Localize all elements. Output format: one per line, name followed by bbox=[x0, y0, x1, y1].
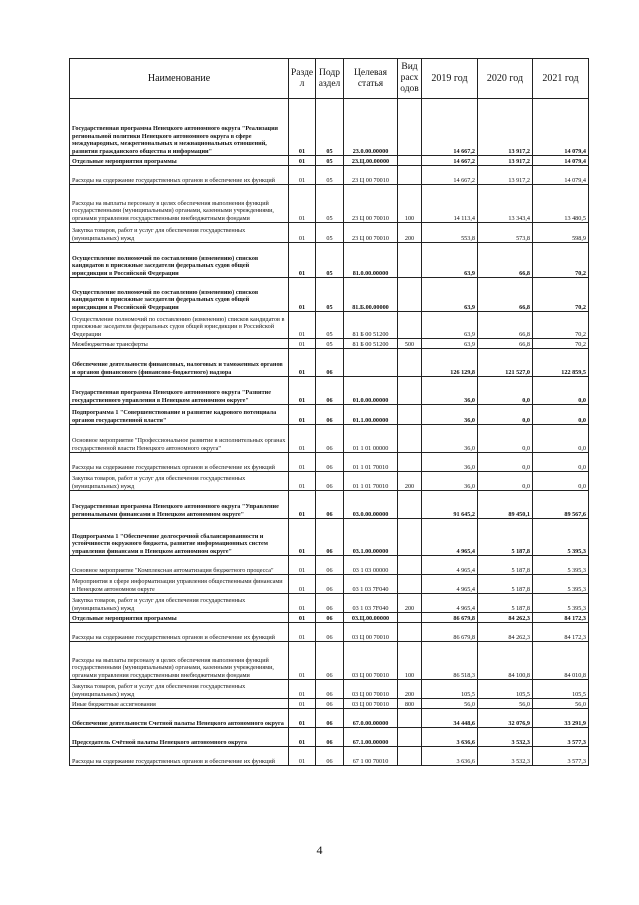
cell-razdel: 01 bbox=[289, 519, 316, 556]
cell-razdel: 01 bbox=[289, 377, 316, 405]
cell-2020: 0,0 bbox=[478, 453, 533, 472]
cell-2021: 70,2 bbox=[533, 339, 589, 349]
cell-2019: 36,0 bbox=[422, 425, 478, 453]
cell-name: Закупка товаров, работ и услуг для обеспечения государственных (муниципальных) нужд bbox=[70, 472, 289, 491]
cell-target: 01 1 01 70010 bbox=[344, 453, 398, 472]
cell-vid bbox=[398, 278, 422, 312]
cell-name: Закупка товаров, работ и услуг для обеспечения государственных (муниципальных) нужд bbox=[70, 594, 289, 613]
cell-podrazdel: 06 bbox=[316, 699, 344, 709]
cell-2020: 13 917,2 bbox=[478, 156, 533, 166]
table-row bbox=[70, 166, 589, 185]
cell-target: 01.0.00.00000 bbox=[344, 377, 398, 405]
table-row bbox=[70, 312, 589, 339]
cell-vid bbox=[398, 99, 422, 156]
table-header-row bbox=[70, 59, 589, 99]
cell-2020: 13 917,2 bbox=[478, 99, 533, 156]
cell-razdel: 01 bbox=[289, 278, 316, 312]
cell-2020: 5 187,8 bbox=[478, 519, 533, 556]
cell-podrazdel: 06 bbox=[316, 642, 344, 680]
cell-podrazdel: 06 bbox=[316, 349, 344, 377]
cell-target: 03 Ц 00 70010 bbox=[344, 680, 398, 699]
cell-2021: 0,0 bbox=[533, 453, 589, 472]
table-row bbox=[70, 642, 589, 680]
cell-name: Расходы на содержание государственных органов и обеспечение их функций bbox=[70, 747, 289, 766]
cell-razdel: 01 bbox=[289, 99, 316, 156]
cell-target: 67.1.00.00000 bbox=[344, 728, 398, 747]
cell-2019: 14 113,4 bbox=[422, 185, 478, 223]
cell-podrazdel: 06 bbox=[316, 594, 344, 613]
cell-podrazdel: 05 bbox=[316, 278, 344, 312]
cell-razdel: 01 bbox=[289, 728, 316, 747]
cell-2019: 3 636,6 bbox=[422, 728, 478, 747]
cell-2019: 14 667,2 bbox=[422, 166, 478, 185]
cell-target: 03 Ц 00 70010 bbox=[344, 699, 398, 709]
cell-2021: 105,5 bbox=[533, 680, 589, 699]
cell-target: 81 Б 00 51200 bbox=[344, 312, 398, 339]
cell-name: Расходы на выплаты персоналу в целях обеспечения выполнения функций государственными (муниципальными) органами, казенными учреждениями, органами управления государственными внебюджетными фондами bbox=[70, 185, 289, 223]
cell-2021: 5 395,3 bbox=[533, 519, 589, 556]
cell-razdel: 01 bbox=[289, 405, 316, 425]
cell-2021: 5 395,3 bbox=[533, 594, 589, 613]
cell-name: Расходы на содержание государственных органов и обеспечение их функций bbox=[70, 623, 289, 642]
cell-name: Расходы на выплаты персоналу в целях обеспечения выполнения функций государственными (муниципальными) органами, казенными учреждениями, органами управления государственными внебюджетными фондами bbox=[70, 642, 289, 680]
header-vid: Вид расх одов bbox=[398, 59, 422, 99]
cell-name: Осуществление полномочий по составлению (изменению) списков кандидатов в присяжные заседатели федеральных судов общей юрисдикции в Российской Федерации bbox=[70, 312, 289, 339]
table-row bbox=[70, 377, 589, 405]
cell-target: 03.Ц.00.00000 bbox=[344, 613, 398, 623]
cell-2021: 14 079,4 bbox=[533, 166, 589, 185]
cell-2021: 598,9 bbox=[533, 223, 589, 243]
cell-podrazdel: 06 bbox=[316, 491, 344, 519]
cell-vid bbox=[398, 613, 422, 623]
cell-target: 03 1 03 00000 bbox=[344, 556, 398, 575]
cell-2021: 14 079,4 bbox=[533, 156, 589, 166]
cell-podrazdel: 06 bbox=[316, 377, 344, 405]
table-row bbox=[70, 728, 589, 747]
cell-name: Подпрограмма 1 "Обеспечение долгосрочной сбалансированности и устойчивости окружного бюджета, развитие информационных систем управления финансами в Ненецком автономном округе" bbox=[70, 519, 289, 556]
cell-2020: 5 187,8 bbox=[478, 575, 533, 594]
cell-vid bbox=[398, 728, 422, 747]
header-2021: 2021 год bbox=[533, 59, 589, 99]
cell-razdel: 01 bbox=[289, 453, 316, 472]
cell-target: 23 Ц 00 70010 bbox=[344, 185, 398, 223]
cell-2019: 105,5 bbox=[422, 680, 478, 699]
cell-razdel: 01 bbox=[289, 185, 316, 223]
cell-2021: 84 010,8 bbox=[533, 642, 589, 680]
cell-2020: 13 917,2 bbox=[478, 166, 533, 185]
cell-2020: 0,0 bbox=[478, 425, 533, 453]
table-row bbox=[70, 185, 589, 223]
cell-2020: 56,0 bbox=[478, 699, 533, 709]
table-row bbox=[70, 747, 589, 766]
table-row bbox=[70, 425, 589, 453]
table-row bbox=[70, 156, 589, 166]
cell-vid bbox=[398, 425, 422, 453]
cell-2019: 126 129,8 bbox=[422, 349, 478, 377]
table-row bbox=[70, 243, 589, 278]
cell-2021: 0,0 bbox=[533, 472, 589, 491]
cell-target: 03 1 03 7F040 bbox=[344, 594, 398, 613]
table-row bbox=[70, 556, 589, 575]
cell-razdel: 01 bbox=[289, 594, 316, 613]
cell-name: Мероприятия в сфере информатизации управления общественными финансами в Ненецком автономном округе bbox=[70, 575, 289, 594]
table-row bbox=[70, 519, 589, 556]
table-row bbox=[70, 699, 589, 709]
cell-vid: 500 bbox=[398, 339, 422, 349]
cell-razdel: 01 bbox=[289, 243, 316, 278]
cell-2019: 63,9 bbox=[422, 243, 478, 278]
cell-vid bbox=[398, 623, 422, 642]
cell-target: 23 Ц 00 70010 bbox=[344, 166, 398, 185]
cell-2020: 121 527,0 bbox=[478, 349, 533, 377]
cell-name: Государственная программа Ненецкого автономного округа "Управление региональными финансами в Ненецком автономном округе" bbox=[70, 491, 289, 519]
cell-podrazdel: 05 bbox=[316, 312, 344, 339]
cell-vid bbox=[398, 405, 422, 425]
cell-podrazdel: 06 bbox=[316, 747, 344, 766]
cell-target: 03 1 03 7F040 bbox=[344, 575, 398, 594]
cell-vid: 200 bbox=[398, 472, 422, 491]
cell-2020: 5 187,8 bbox=[478, 556, 533, 575]
page-number: 4 bbox=[316, 843, 323, 857]
cell-name: Основное мероприятие "Комплексная автоматизация бюджетного процесса" bbox=[70, 556, 289, 575]
cell-2019: 14 667,2 bbox=[422, 99, 478, 156]
cell-vid: 200 bbox=[398, 594, 422, 613]
cell-target: 23.0.00.00000 bbox=[344, 99, 398, 156]
cell-razdel: 01 bbox=[289, 747, 316, 766]
cell-2019: 14 667,2 bbox=[422, 156, 478, 166]
cell-2020: 0,0 bbox=[478, 405, 533, 425]
cell-podrazdel: 06 bbox=[316, 453, 344, 472]
cell-2019: 36,0 bbox=[422, 453, 478, 472]
cell-2020: 0,0 bbox=[478, 472, 533, 491]
cell-2021: 122 859,5 bbox=[533, 349, 589, 377]
cell-podrazdel: 06 bbox=[316, 472, 344, 491]
cell-target: 23.Ц.00.00000 bbox=[344, 156, 398, 166]
cell-2019: 63,9 bbox=[422, 339, 478, 349]
cell-2021: 70,2 bbox=[533, 278, 589, 312]
cell-target: 67 1 00 70010 bbox=[344, 747, 398, 766]
cell-2020: 32 076,9 bbox=[478, 709, 533, 728]
cell-razdel: 01 bbox=[289, 699, 316, 709]
cell-vid: 200 bbox=[398, 223, 422, 243]
cell-2021: 13 480,5 bbox=[533, 185, 589, 223]
cell-podrazdel: 06 bbox=[316, 425, 344, 453]
cell-target: 81.Б.00.00000 bbox=[344, 278, 398, 312]
cell-razdel: 01 bbox=[289, 680, 316, 699]
header-podrazdel: Подр аздел bbox=[316, 59, 344, 99]
cell-2019: 34 448,6 bbox=[422, 709, 478, 728]
cell-name: Отдельные мероприятия программы bbox=[70, 156, 289, 166]
cell-2020: 3 532,3 bbox=[478, 728, 533, 747]
cell-podrazdel: 06 bbox=[316, 405, 344, 425]
cell-target bbox=[344, 349, 398, 377]
cell-target: 03.0.00.00000 bbox=[344, 491, 398, 519]
cell-podrazdel: 06 bbox=[316, 575, 344, 594]
cell-target: 67.0.00.00000 bbox=[344, 709, 398, 728]
cell-2021: 5 395,3 bbox=[533, 556, 589, 575]
cell-name: Государственная программа Ненецкого автономного округа "Развитие государственного управления в Ненецком автономном округе" bbox=[70, 377, 289, 405]
cell-2020: 573,8 bbox=[478, 223, 533, 243]
cell-2019: 36,0 bbox=[422, 405, 478, 425]
cell-2021: 3 577,3 bbox=[533, 728, 589, 747]
cell-vid bbox=[398, 312, 422, 339]
cell-name: Обеспечение деятельности финансовых, налоговых и таможенных органов и органов финансового (финансово-бюджетного) надзора bbox=[70, 349, 289, 377]
cell-podrazdel: 05 bbox=[316, 99, 344, 156]
cell-vid bbox=[398, 747, 422, 766]
cell-target: 01 1 01 00000 bbox=[344, 425, 398, 453]
cell-podrazdel: 05 bbox=[316, 243, 344, 278]
cell-2021: 3 577,3 bbox=[533, 747, 589, 766]
cell-vid bbox=[398, 453, 422, 472]
cell-target: 03 Ц 00 70010 bbox=[344, 642, 398, 680]
cell-name: Председатель Счётной палаты Ненецкого автономного округа bbox=[70, 728, 289, 747]
cell-2020: 0,0 bbox=[478, 377, 533, 405]
cell-target: 03.1.00.00000 bbox=[344, 519, 398, 556]
cell-2019: 86 679,8 bbox=[422, 613, 478, 623]
cell-2020: 84 262,3 bbox=[478, 623, 533, 642]
cell-2021: 5 395,3 bbox=[533, 575, 589, 594]
cell-razdel: 01 bbox=[289, 556, 316, 575]
cell-razdel: 01 bbox=[289, 156, 316, 166]
cell-2021: 56,0 bbox=[533, 699, 589, 709]
cell-2021: 84 172,3 bbox=[533, 623, 589, 642]
cell-vid: 200 bbox=[398, 680, 422, 699]
cell-razdel: 01 bbox=[289, 642, 316, 680]
table-row bbox=[70, 680, 589, 699]
cell-target: 03 Ц 00 70010 bbox=[344, 623, 398, 642]
cell-vid bbox=[398, 349, 422, 377]
cell-vid: 100 bbox=[398, 642, 422, 680]
cell-podrazdel: 06 bbox=[316, 728, 344, 747]
cell-2019: 86 679,8 bbox=[422, 623, 478, 642]
cell-2019: 553,8 bbox=[422, 223, 478, 243]
cell-razdel: 01 bbox=[289, 491, 316, 519]
header-2020: 2020 год bbox=[478, 59, 533, 99]
cell-2019: 36,0 bbox=[422, 377, 478, 405]
cell-name: Осуществление полномочий по составлению (изменению) списков кандидатов в присяжные заседатели федеральных судов общей юрисдикции в Российской Федерации bbox=[70, 278, 289, 312]
cell-name: Подпрограмма 1 "Совершенствование и развитие кадрового потенциала органов государственной власти" bbox=[70, 405, 289, 425]
cell-vid bbox=[398, 556, 422, 575]
cell-2019: 4 965,4 bbox=[422, 575, 478, 594]
cell-2021: 70,2 bbox=[533, 312, 589, 339]
cell-podrazdel: 06 bbox=[316, 613, 344, 623]
cell-podrazdel: 06 bbox=[316, 556, 344, 575]
cell-2019: 86 518,3 bbox=[422, 642, 478, 680]
cell-vid bbox=[398, 491, 422, 519]
cell-name: Основное мероприятие "Профессиональное развитие в исполнительных органах государственной власти Ненецкого автономного округа" bbox=[70, 425, 289, 453]
cell-2019: 4 965,4 bbox=[422, 594, 478, 613]
cell-podrazdel: 05 bbox=[316, 156, 344, 166]
cell-2019: 3 636,6 bbox=[422, 747, 478, 766]
cell-2020: 89 450,1 bbox=[478, 491, 533, 519]
cell-2021: 0,0 bbox=[533, 425, 589, 453]
cell-podrazdel: 06 bbox=[316, 519, 344, 556]
cell-2021: 0,0 bbox=[533, 377, 589, 405]
table-row bbox=[70, 709, 589, 728]
cell-name: Государственная программа Ненецкого автономного округа "Реализация региональной политики Ненецкого автономного округа в сфере международных, межрегиональных и межнациональных отношений, развития гражданского общества и информации" bbox=[70, 99, 289, 156]
cell-name: Закупка товаров, работ и услуг для обеспечения государственных (муниципальных) нужд bbox=[70, 680, 289, 699]
cell-vid: 100 bbox=[398, 185, 422, 223]
cell-name: Межбюджетные трансферты bbox=[70, 339, 289, 349]
table-row bbox=[70, 223, 589, 243]
cell-name: Обеспечение деятельности Счетной палаты Ненецкого автономного округа bbox=[70, 709, 289, 728]
cell-razdel: 01 bbox=[289, 575, 316, 594]
cell-name: Отдельные мероприятия программы bbox=[70, 613, 289, 623]
cell-2021: 0,0 bbox=[533, 405, 589, 425]
cell-vid bbox=[398, 243, 422, 278]
header-2019: 2019 год bbox=[422, 59, 478, 99]
cell-2021: 70,2 bbox=[533, 243, 589, 278]
cell-vid bbox=[398, 166, 422, 185]
table-row bbox=[70, 594, 589, 613]
cell-vid bbox=[398, 575, 422, 594]
table-row bbox=[70, 278, 589, 312]
cell-2021: 33 291,9 bbox=[533, 709, 589, 728]
cell-razdel: 01 bbox=[289, 349, 316, 377]
cell-vid bbox=[398, 377, 422, 405]
cell-target: 23 Ц 00 70010 bbox=[344, 223, 398, 243]
table-row bbox=[70, 405, 589, 425]
table-row bbox=[70, 99, 589, 156]
cell-2021: 84 172,3 bbox=[533, 613, 589, 623]
cell-target: 01 1 01 70010 bbox=[344, 472, 398, 491]
table-row bbox=[70, 575, 589, 594]
header-target: Целевая статья bbox=[344, 59, 398, 99]
cell-name: Осуществление полномочий по составлению (изменению) списков кандидатов в присяжные заседатели федеральных судов общей юрисдикции в Российской Федерации bbox=[70, 243, 289, 278]
cell-podrazdel: 05 bbox=[316, 339, 344, 349]
cell-2019: 56,0 bbox=[422, 699, 478, 709]
cell-razdel: 01 bbox=[289, 312, 316, 339]
table-row bbox=[70, 623, 589, 642]
cell-razdel: 01 bbox=[289, 166, 316, 185]
table-row bbox=[70, 453, 589, 472]
table-row bbox=[70, 349, 589, 377]
cell-2019: 36,0 bbox=[422, 472, 478, 491]
table-row bbox=[70, 472, 589, 491]
cell-2020: 105,5 bbox=[478, 680, 533, 699]
cell-2019: 63,9 bbox=[422, 278, 478, 312]
cell-2021: 14 079,4 bbox=[533, 99, 589, 156]
cell-vid bbox=[398, 519, 422, 556]
cell-vid bbox=[398, 156, 422, 166]
cell-2020: 5 187,8 bbox=[478, 594, 533, 613]
cell-razdel: 01 bbox=[289, 339, 316, 349]
cell-name: Расходы на содержание государственных органов и обеспечение их функций bbox=[70, 453, 289, 472]
table-row bbox=[70, 491, 589, 519]
cell-podrazdel: 05 bbox=[316, 166, 344, 185]
cell-name: Иные бюджетные ассигнования bbox=[70, 699, 289, 709]
cell-2020: 66,8 bbox=[478, 339, 533, 349]
budget-table bbox=[69, 58, 589, 766]
cell-podrazdel: 06 bbox=[316, 709, 344, 728]
table-body bbox=[70, 99, 589, 766]
cell-2019: 4 965,4 bbox=[422, 556, 478, 575]
cell-target: 81 Б 00 51200 bbox=[344, 339, 398, 349]
cell-name: Закупка товаров, работ и услуг для обеспечения государственных (муниципальных) нужд bbox=[70, 223, 289, 243]
cell-2019: 4 965,4 bbox=[422, 519, 478, 556]
cell-2021: 89 567,6 bbox=[533, 491, 589, 519]
cell-podrazdel: 05 bbox=[316, 185, 344, 223]
cell-podrazdel: 05 bbox=[316, 223, 344, 243]
cell-razdel: 01 bbox=[289, 623, 316, 642]
cell-2019: 91 645,2 bbox=[422, 491, 478, 519]
cell-razdel: 01 bbox=[289, 472, 316, 491]
cell-razdel: 01 bbox=[289, 709, 316, 728]
cell-2020: 13 343,4 bbox=[478, 185, 533, 223]
cell-vid bbox=[398, 709, 422, 728]
cell-2019: 63,9 bbox=[422, 312, 478, 339]
cell-2020: 66,8 bbox=[478, 278, 533, 312]
cell-2020: 66,8 bbox=[478, 312, 533, 339]
cell-2020: 84 100,8 bbox=[478, 642, 533, 680]
cell-podrazdel: 06 bbox=[316, 680, 344, 699]
cell-razdel: 01 bbox=[289, 425, 316, 453]
cell-target: 81.0.00.00000 bbox=[344, 243, 398, 278]
cell-vid: 800 bbox=[398, 699, 422, 709]
cell-2020: 3 532,3 bbox=[478, 747, 533, 766]
table-row bbox=[70, 339, 589, 349]
table-row bbox=[70, 613, 589, 623]
cell-razdel: 01 bbox=[289, 613, 316, 623]
cell-2020: 84 262,3 bbox=[478, 613, 533, 623]
cell-2020: 66,8 bbox=[478, 243, 533, 278]
cell-podrazdel: 06 bbox=[316, 623, 344, 642]
header-name: Наименование bbox=[70, 59, 289, 99]
header-razdel: Разде л bbox=[289, 59, 316, 99]
cell-name: Расходы на содержание государственных органов и обеспечение их функций bbox=[70, 166, 289, 185]
cell-target: 01.1.00.00000 bbox=[344, 405, 398, 425]
cell-razdel: 01 bbox=[289, 223, 316, 243]
